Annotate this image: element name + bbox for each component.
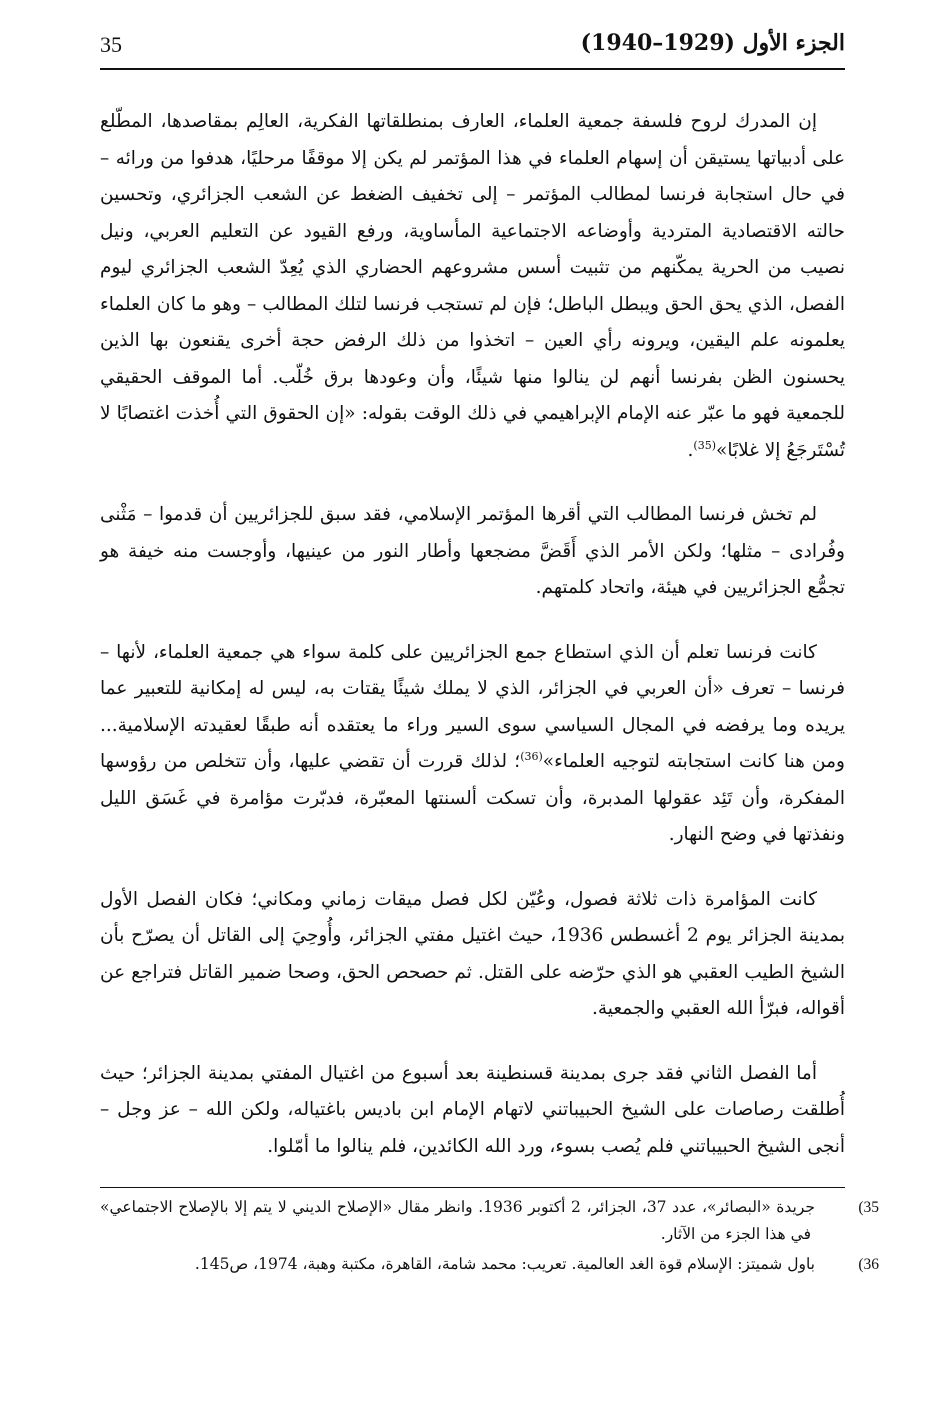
body-text (100, 104, 845, 1193)
footnote-text: باول شميتز: الإسلام قوة الغد العالمية. تعريب: محمد شامة، القاهرة، مكتبة وهبة، 1974، ص145. (194, 1255, 815, 1273)
footnote-number: 35) (858, 1199, 879, 1216)
footnote-number: 36) (858, 1256, 879, 1273)
paragraph-1 (100, 104, 845, 469)
paragraph-text: إن المدرك لروح فلسفة جمعية العلماء، العارف بمنطلقاتها الفكرية، العالِم بمقاصدها، المطّلع على أدبياتها يستيقن أن إسهام العلماء في هذا المؤتمر لم يكن إلا موقفًا مرحليًا، هدفوا من ورائه – في حال استجابة فرنسا لمطالب المؤتمر – إلى تخفيف الضغط عن الشعب الجزائري، وتحسين حالته الاقتصادية المتردية وأوضاعه الاجتماعية المأساوية، ورفع القيود عن التعليم العربي، ونيل نصيب من الحرية يمكّنهم من تثبيت أسس مشروعهم الحضاري الذي يُعِدّ الشعب الجزائري ليوم الفصل، الذي يحق الحق ويبطل الباطل؛ فإن لم تستجب فرنسا لتلك المطالب – وهو ما كان العلماء يعلمونه علم اليقين، ويرونه رأي العين – اتخذوا من ذلك الرفض حجة أخرى يقنعون بها الذين يحسنون الظن بفرنسا أنهم لن ينالوا منها شيئًا، وأن وعودها برق خُلّب. أما الموقف الحقيقي للجمعية فهو ما عبّر عنه الإمام الإبراهيمي في ذلك الوقت بقوله: «إن الحقوق التي أُخذت اغتصابًا لا تُسْتَرجَعُ إلا غلابًا» (100, 111, 845, 461)
page-header (100, 28, 845, 70)
paragraph-text: أما الفصل الثاني فقد جرى بمدينة قسنطينة بعد أسبوع من اغتيال المفتي بمدينة الجزائر؛ حيث أُطلقت رصاصات على الشيخ الحبيباتني لاتهام الإمام ابن باديس باغتياله، ولكن الله – عز وجل – أنجى الشيخ الحبيباتني فلم يُصب بسوء، ورد الله الكائدين، فلم ينالوا ما أمّلوا. (100, 1062, 845, 1157)
paragraph-2 (100, 497, 845, 607)
footnote-ref: (36) (520, 749, 543, 763)
footnotes (100, 1194, 879, 1282)
footnote-divider (100, 1187, 845, 1188)
footnote-36 (100, 1251, 879, 1278)
paragraph-tail: . (687, 439, 694, 461)
footnote-text: جريدة «البصائر»، عدد 37، الجزائر، 2 أكتوبر 1936. وانظر مقال «الإصلاح الديني لا يتم إلا بالإصلاح الاجتماعي» في هذا الجزء من الآثار. (100, 1198, 815, 1243)
paragraph-text: كانت فرنسا تعلم أن الذي استطاع جمع الجزائريين على كلمة سواء هي جمعية العلماء، لأنها – فرنسا – تعرف «أن العربي في الجزائر، الذي لا يملك شيئًا يقتات به، ليس له إمكانية للتعبير عما يريده وما يرفضه في المجال السياسي سوى السير وراء ما يعتقده أنه طبقًا لعقيدته الإسلامية... ومن هنا كانت استجابته لتوجيه العلماء» (100, 641, 845, 772)
footnote-ref: (35) (693, 438, 716, 452)
paragraph-5 (100, 1056, 845, 1166)
running-title: الجزء الأول (1929–1940) (580, 30, 845, 56)
footnote-35 (100, 1194, 879, 1247)
paragraph-text: لم تخش فرنسا المطالب التي أقرها المؤتمر الإسلامي، فقد سبق للجزائريين أن قدموا – مَثْنى وفُرادى – مثلها؛ ولكن الأمر الذي أَقَضَّ مضجعها وأطار النور من عينيها، وأوجست منه خيفة هو تجمُّع الجزائريين في هيئة، واتحاد كلمتهم. (100, 504, 845, 598)
paragraph-tail: ؛ لذلك قررت أن تقضي عليها، وأن تتخلص من رؤوسها المفكرة، وأن تَئِد عقولها المدبرة، وأن تسكت ألسنتها المعبّرة، فدبّرت مؤامرة في غَسَق الليل ونفذتها في وضح النهار. (100, 751, 845, 845)
paragraph-text: كانت المؤامرة ذات ثلاثة فصول، وعُيّن لكل فصل ميقات زماني ومكاني؛ فكان الفصل الأول بمدينة الجزائر يوم 2 أغسطس 1936، حيث اغتيل مفتي الجزائر، وأُوحِيَ إلى القاتل أن يصرّح بأن الشيخ الطيب العقبي هو الذي حرّضه على القتل. ثم حصحص الحق، وصحا ضمير القاتل فتراجع عن أقواله، فبرّأ الله العقبي والجمعية. (100, 888, 846, 1019)
paragraph-4 (100, 882, 845, 1028)
paragraph-3 (100, 635, 845, 854)
page-number: 35 (100, 32, 122, 57)
